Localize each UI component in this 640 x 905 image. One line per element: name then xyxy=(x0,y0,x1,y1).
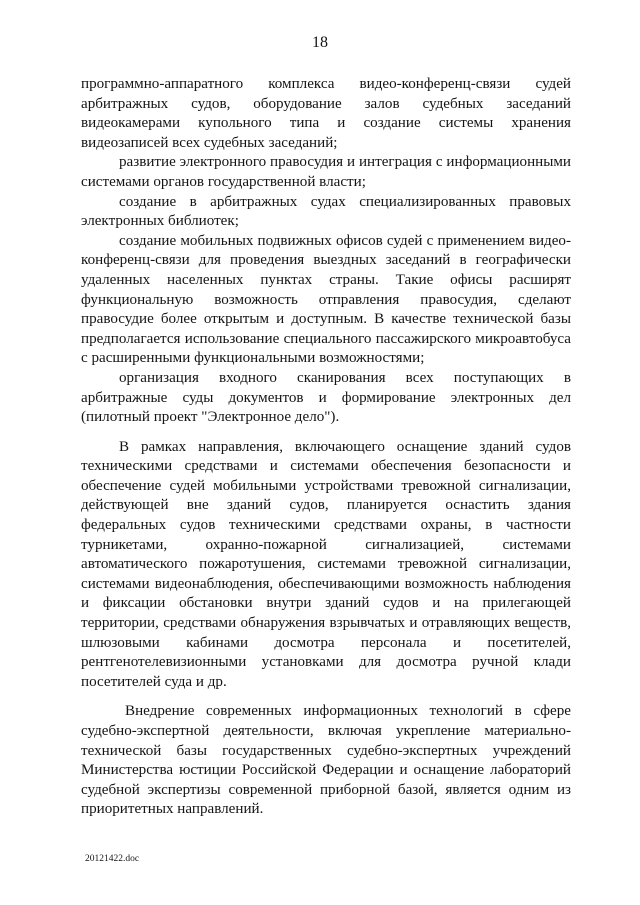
paragraph: программно-аппаратного комплекса видео-конференц-связи судей арбитражных судов, оборудование залов судебных заседаний видеокамерами купольного типа и создание системы хранения видеозаписей всех судебных заседаний; xyxy=(81,76,571,151)
paragraph: организация входного сканирования всех поступающих в арбитражные суды документов и формирование электронных дел (пилотный проект "Электронное дело"). xyxy=(81,369,571,426)
paragraph: создание мобильных подвижных офисов судей с применением видео-конференц-связи для проведения выездных заседаний в географически удаленных населенных пунктах страны. Такие офисы расширят функциональную возможность отправления правосудия, сделают правосудие более открытым и доступным. В качестве технической базы предполагается использование специального пассажирского микроавтобуса с расширенными функциональными возможностями; xyxy=(81,232,571,367)
page-number: 18 xyxy=(312,34,328,51)
paragraph: В рамках направления, включающего оснащение зданий судов техническими средствами и системами обеспечения безопасности и обеспечение судей мобильными устройствами тревожной сигнализации, действующей вне зданий судов, планируется оснастить здания федеральных судов техническими средствами охраны, в частности турникетами, охранно-пожарной сигнализацией, системами автоматического пожаротушения, системами тревожной сигнализации, системами видеонаблюдения, обеспечивающими возможность наблюдения и фиксации обстановки внутри зданий судов и на прилегающей территории, средствами обнаружения взрывчатых и отравляющих веществ, шлюзовыми кабинами досмотра персонала и посетителей, рентгенотелевизионными установками для досмотра ручной клади посетителей суда и др. xyxy=(81,438,571,690)
document-body xyxy=(81,75,571,820)
paragraph: Внедрение современных информационных технологий в сфере судебно-экспертной деятельности, включая укрепление материально-технической базы государственных судебно-экспертных учреждений Министерства юстиции Российской Федерации и оснащение лабораторий судебной экспертизы современной приборной базой, является одним из приоритетных направлений. xyxy=(81,703,571,818)
document-filename: 20121422.doc xyxy=(85,854,140,864)
paragraph: развитие электронного правосудия и интеграция с информационными системами органов государственной власти; xyxy=(81,154,571,190)
paragraph: создание в арбитражных судах специализированных правовых электронных библиотек; xyxy=(81,193,571,230)
